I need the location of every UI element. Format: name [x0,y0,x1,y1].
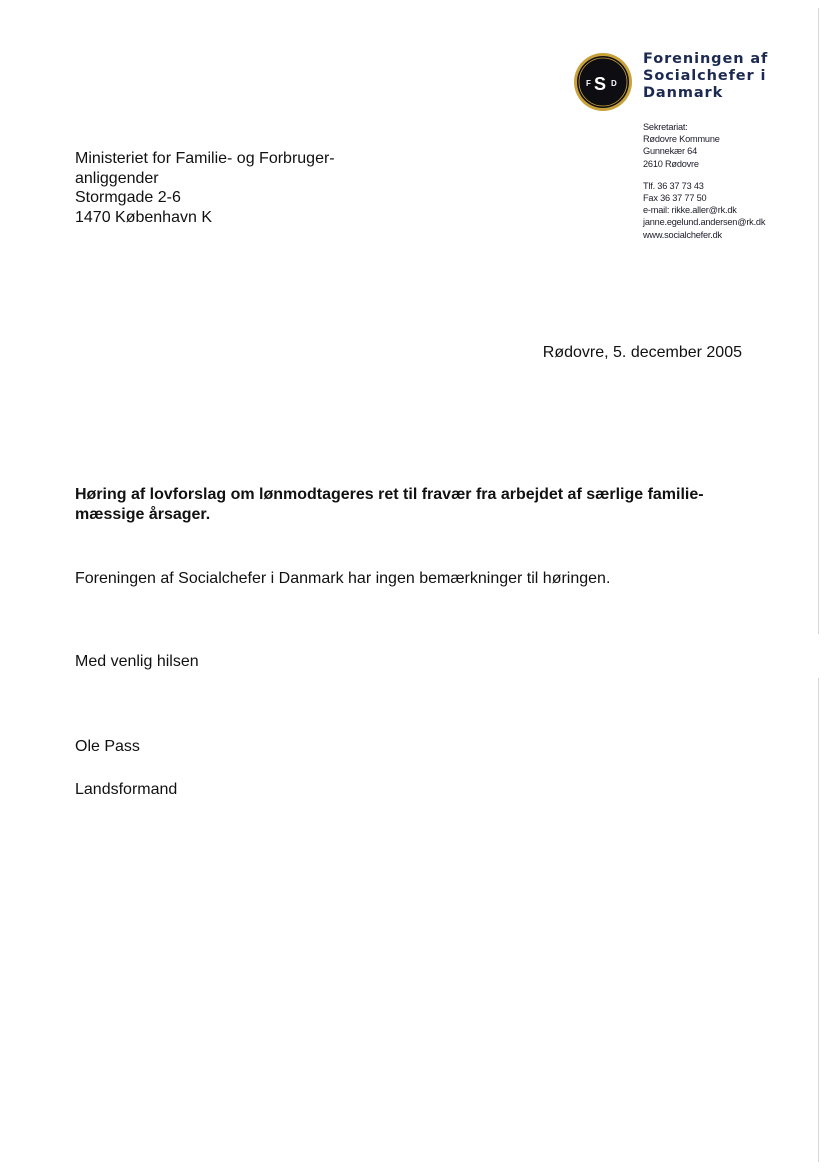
secretariat-email-2: janne.egelund.andersen@rk.dk [643,217,766,228]
subject-line-2: mæssige årsager. [75,505,211,523]
secretariat-fax: Fax 36 37 77 50 [643,193,707,204]
svg-text:D: D [611,79,617,88]
secretariat-municipality: Rødovre Kommune [643,134,720,145]
recipient-line-3: Stormgade 2-6 [75,189,181,206]
closing-salutation: Med venlig hilsen [75,653,199,670]
secretariat-city: 2610 Rødovre [643,158,699,169]
org-name-line-2: Socialchefer i [643,68,767,84]
signer-title: Landsformand [75,781,178,798]
recipient-line-2: anliggender [75,169,159,187]
secretariat-gap [643,170,827,180]
fsd-logo [573,52,633,112]
letter-date: Rødovre, 5. december 2005 [542,344,742,361]
secretariat-label: Sekretariat: [643,122,688,132]
signer-name: Ole Pass [75,738,140,755]
scan-edge-line [818,8,819,634]
recipient-line-4: 1470 København K [75,208,212,226]
secretariat-website: www.socialchefer.dk [643,229,722,240]
secretariat-email-1: e-mail: rikke.aller@rk.dk [643,205,737,216]
subject-line-1: Høring af lovforslag om lønmodtageres ret til fravær fra arbejdet af særlige familie- [75,486,704,503]
scan-edge-line [818,678,819,1162]
recipient-line-1: Ministeriet for Familie- og Forbruger- [75,150,335,167]
organization-name [643,51,823,102]
org-name-line-3: Danmark [643,85,724,101]
svg-text:S: S [594,74,607,94]
svg-text:F: F [586,79,591,88]
secretariat-street: Gunnekær 64 [643,146,697,157]
org-name-line-1: Foreningen af [643,51,769,67]
secretariat-phone: Tlf. 36 37 73 43 [643,180,704,191]
recipient-address [75,149,415,227]
body-paragraph: Foreningen af Socialchefer i Danmark har ingen bemærkninger til høringen. [75,570,611,587]
subject-heading [75,485,750,524]
secretariat-block [643,121,827,241]
